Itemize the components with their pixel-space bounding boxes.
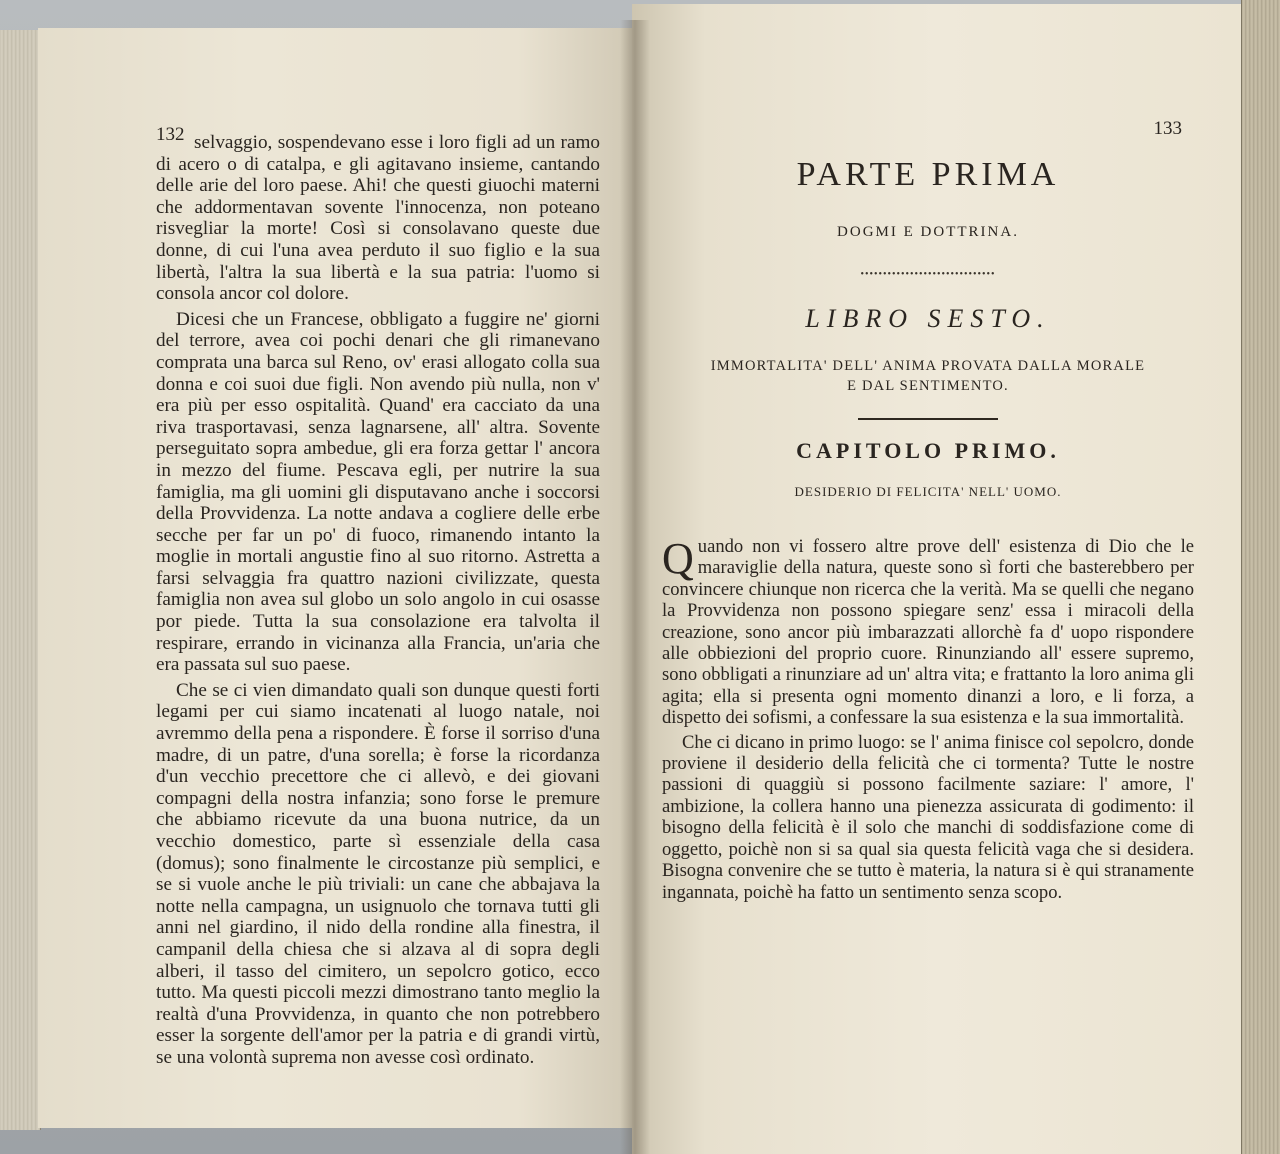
- left-paragraph: selvaggio, sospendevano esse i loro figli ad un ramo di acero o di catalpa, e gli agitavano insieme, cantando delle arie del loro paese. Ahi! che questi giuochi materni che addormentavan sovente l'innocenza, non poteano risvegliar la morte! Così si consolavano queste due donne, di cui l'una avea perduto il suo figlio e la sua libertà, l'altra la sua libertà e la sua patria: l'uomo si consola ancor col dolore.: [156, 132, 600, 305]
- left-page-edges: [0, 30, 41, 1130]
- book-subtitle-line: IMMORTALITA' DELL' ANIMA PROVATA DALLA MORALE: [710, 358, 1146, 374]
- right-page-edges: [1241, 0, 1280, 1154]
- chapter-subtitle: DESIDERIO DI FELICITA' NELL' UOMO.: [794, 484, 1062, 499]
- right-page: [632, 4, 1244, 1154]
- left-paragraph: Dicesi che un Francese, obbligato a fuggire ne' giorni del terrore, avea coi pochi denari che gli rimanevano comprata una barca sul Reno, ov' erasi allogato colla sua donna e coi suoi due figli. Non avendo più nulla, non v' era più per esso ospitalità. Quand' era cacciato da una riva trasportavasi, senza lagnarsene, all' altra. Sovente perseguitato sopra ambedue, gli era forza gettar l' ancora in mezzo del fiume. Pescava egli, per nutrire la sua famiglia, ma gli uomini gli disputavano anche i soccorsi della Provvidenza. La notte andava a cogliere delle erbe secche per far un po' di fuoco, rimanendo intanto la moglie in mortali angustie fino al suo ritorno. Astretta a farsi selvaggia fra quattro nazioni civilizzate, questa famiglia non avea sul globo un solo angolo in cui osasse por piede. Tutta la sua consolazione era talvolta il respirare, errando in vicinanza alla Francia, un'aria che era passata sul suo paese.: [156, 308, 600, 676]
- part-subtitle: DOGMI E DOTTRINA.: [837, 224, 1019, 240]
- book-subtitle-line: E DAL SENTIMENTO.: [847, 378, 1009, 394]
- chapter-title: CAPITOLO PRIMO.: [796, 438, 1060, 463]
- book-subtitle: [662, 356, 1194, 396]
- right-paragraph: Che ci dicano in primo luogo: se l' anima finisce col sepolcro, donde proviene il desiderio della felicità che ci tormenta? Tutte le nostre passioni di quaggiù si possono facilmente saziare: l' amore, l' ambizione, la collera hanno una pienezza assicurata di godimento: il bisogno della felicità è il solo che manchi di soddisfazione come di oggetto, poichè non si sa qual sia questa felicità vaga che si desidera. Bisogna convenire che se tutto è materia, la natura si è qui stranamente ingannata, poichè ha fatto un sentimento senza scopo.: [662, 731, 1194, 903]
- right-paragraph: [662, 536, 1194, 729]
- drop-cap: Q: [662, 534, 694, 583]
- left-page-number: 132: [156, 124, 185, 145]
- divider-rule: [858, 418, 998, 420]
- left-page: [38, 28, 638, 1128]
- left-paragraph: Che se ci vien dimandato quali son dunque questi forti legami per cui siamo incatenati al luogo natale, noi avremmo della pena a rispondere. È forse il sorriso d'una madre, di un patre, d'una sorella; è forse la ricordanza d'un vecchio precettore che ci allevò, e dei giovani compagni della nostra infanzia; sono forse le premure che abbiamo ricevute da una buona nutrice, da un vecchio domestico, parte sì essenziale della casa (domus); sono finalmente le circostanze più semplici, e se si vuole anche le più triviali: un cane che abbajava la notte nella campagna, un usignuolo che tornava tutti gli anni nel giardino, il nido della rondine alla finestra, il campanil della chiesa che si alzava al di sopra degli alberi, il tasso del cimitero, un sepolcro gotico, ecco tutto. Ma questi piccoli mezzi dimostrano tanto meglio la realtà d'una Provvidenza, in quanto che non potrebbero esser la sorgente dell'amor per la patria e di grandi virtù, se una volontà suprema non avesse così ordinato.: [156, 679, 600, 1068]
- book-gutter: [620, 20, 650, 1154]
- left-page-text: [156, 132, 600, 1069]
- part-title: PARTE PRIMA: [796, 156, 1060, 193]
- book-title: LIBRO SESTO.: [805, 304, 1051, 333]
- right-page-number: 133: [1153, 118, 1182, 139]
- right-page-text: [662, 536, 1194, 903]
- ornament-rule: ••••••••••••••••••••••••••••••: [860, 269, 996, 280]
- right-paragraph-text: uando non vi fossero altre prove dell' esistenza di Dio che le maraviglie della natura, queste sono sì forti che basterebbero per convincere chiunque non ricerca che la verità. Ma se quelli che negano la Provvidenza non possono spiegare senz' essa i miracoli della creazione, sono ancor più imbarazzati allorchè fa d' uopo rispondere alle obbiezioni del proprio cuore. Rinunziando all' essere supremo, sono obbligati a rinunziare ad un' altra vita; e frattanto la loro anima gli agita; ella si presenta ogni momento dinanzi a loro, e li forza, a dispetto dei sofismi, a confessare la sua esistenza e la sua immortalità.: [662, 536, 1194, 729]
